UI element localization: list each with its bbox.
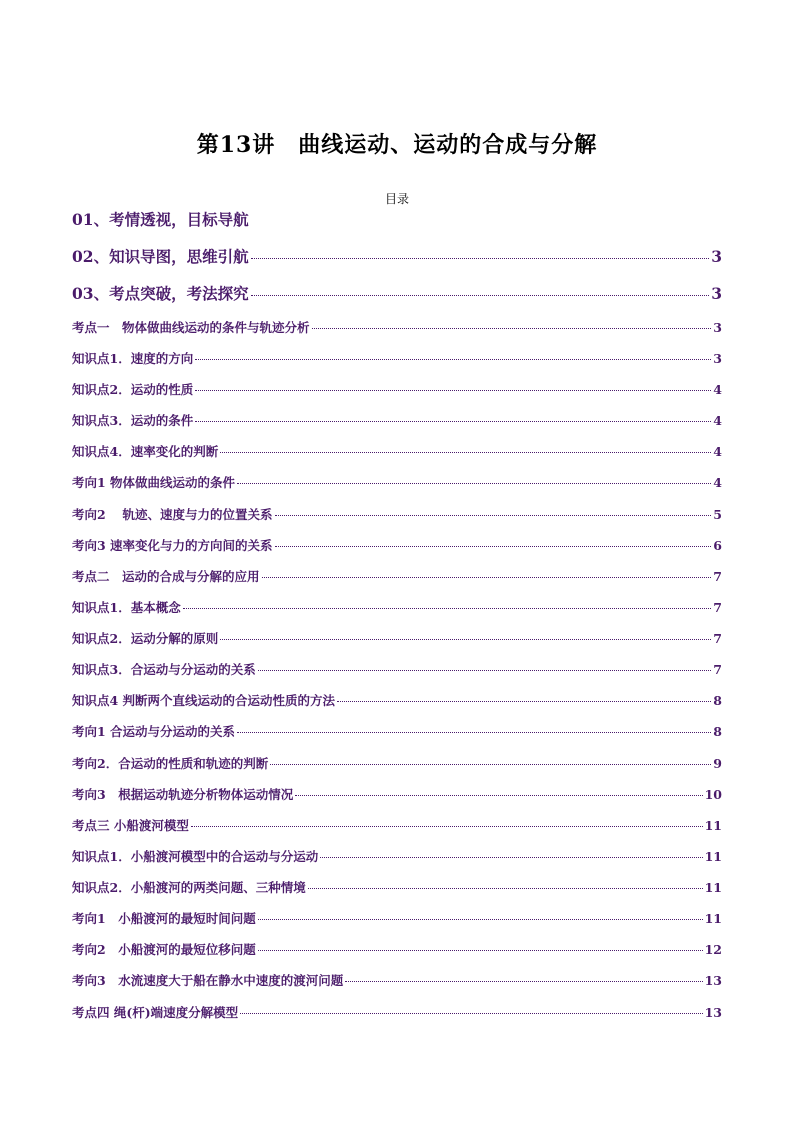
toc-dot-leader xyxy=(195,359,711,360)
toc-entry-page-number: 4 xyxy=(713,444,722,459)
toc-entry-label: 知识点2．小船渡河的两类问题、三种情境 xyxy=(72,880,306,895)
toc-entry[interactable] xyxy=(72,1003,722,1021)
toc-dot-leader xyxy=(195,421,711,422)
toc-dot-leader xyxy=(262,577,712,578)
toc-dot-leader xyxy=(220,452,711,453)
toc-entry-label: 知识点2．运动分解的原则 xyxy=(72,631,219,646)
toc-dot-leader xyxy=(345,981,702,982)
toc-entry[interactable] xyxy=(72,598,722,616)
toc-entry-label: 考向3 水流速度大于船在静水中速度的渡河问题 xyxy=(72,973,344,988)
toc-entry-page-number: 11 xyxy=(704,818,722,833)
toc-entry[interactable] xyxy=(72,282,722,304)
toc-entry-page-number: 8 xyxy=(713,724,722,739)
toc-entry-page-number: 3 xyxy=(713,320,722,335)
toc-entry-label: 考点四 绳(杆)端速度分解模型 xyxy=(72,1005,239,1020)
toc-entry-label: 知识点3．运动的条件 xyxy=(72,413,194,428)
toc-entry-page-number: 6 xyxy=(713,538,722,553)
toc-entry-label: 考点二 运动的合成与分解的应用 xyxy=(72,569,260,584)
toc-dot-leader xyxy=(308,888,703,889)
toc-dot-leader xyxy=(258,919,703,920)
toc-entry-label: 考向3 根据运动轨迹分析物体运动情况 xyxy=(72,787,294,802)
toc-entry-label: 02、知识导图，思维引航 xyxy=(72,247,249,266)
toc-entry-page-number: 11 xyxy=(704,849,722,864)
toc-entry[interactable] xyxy=(72,816,722,834)
toc-entry-page-number: 10 xyxy=(704,787,722,802)
toc-entry-page-number: 13 xyxy=(704,1005,722,1020)
toc-entry[interactable] xyxy=(72,536,722,554)
toc-entry-page-number: 4 xyxy=(713,382,722,397)
toc-entry-label: 考向1 合运动与分运动的关系 xyxy=(72,724,236,739)
toc-entry[interactable] xyxy=(72,940,722,958)
toc-entry-page-number: 7 xyxy=(713,569,722,584)
toc-entry-page-number: 4 xyxy=(713,413,722,428)
toc-entry[interactable] xyxy=(72,349,722,367)
toc-entry-page-number: 3 xyxy=(711,247,722,266)
toc-heading: 目录 xyxy=(384,192,409,206)
toc-entry-page-number: 3 xyxy=(713,351,722,366)
toc-entry-page-number: 12 xyxy=(704,942,722,957)
toc-entry-label: 考点一 物体做曲线运动的条件与轨迹分析 xyxy=(72,320,310,335)
toc-entry[interactable] xyxy=(72,567,722,585)
toc-entry[interactable] xyxy=(72,411,722,429)
toc-dot-leader xyxy=(195,390,711,391)
toc-entry-label: 03、考点突破，考法探究 xyxy=(72,284,249,303)
toc-dot-leader xyxy=(312,328,712,329)
toc-entry[interactable] xyxy=(72,691,722,709)
toc-dot-leader xyxy=(220,639,711,640)
toc-dot-leader xyxy=(275,515,712,516)
toc-dot-leader xyxy=(275,546,712,547)
toc-entry-page-number: 11 xyxy=(704,911,722,926)
toc-entry[interactable] xyxy=(72,442,722,460)
toc-dot-leader xyxy=(320,857,702,858)
toc-entry-page-number: 5 xyxy=(713,507,722,522)
toc-entry-page-number: 13 xyxy=(704,973,722,988)
toc-entry[interactable] xyxy=(72,847,722,865)
toc-entry[interactable] xyxy=(72,629,722,647)
toc-dot-leader xyxy=(237,483,711,484)
toc-entry-label: 知识点2．运动的性质 xyxy=(72,382,194,397)
toc-entry-label: 知识点1．基本概念 xyxy=(72,600,181,615)
toc-entry-label: 知识点3．合运动与分运动的关系 xyxy=(72,662,256,677)
toc-dot-leader xyxy=(251,258,710,259)
toc-entry[interactable] xyxy=(72,878,722,896)
toc-dot-leader xyxy=(258,670,712,671)
toc-entry-page-number: 8 xyxy=(713,693,722,708)
toc-entry-label: 考向2．合运动的性质和轨迹的判断 xyxy=(72,756,269,771)
toc-dot-leader xyxy=(237,732,711,733)
toc-entry-label: 知识点1．小船渡河模型中的合运动与分运动 xyxy=(72,849,319,864)
toc-dot-leader xyxy=(183,608,712,609)
toc-dot-leader xyxy=(258,950,703,951)
toc-entry[interactable] xyxy=(72,473,722,491)
toc-entry[interactable] xyxy=(72,754,722,772)
toc-entry[interactable] xyxy=(72,971,722,989)
toc-entry-page-number: 7 xyxy=(713,631,722,646)
toc-entry[interactable] xyxy=(72,505,722,523)
toc-entry[interactable] xyxy=(72,722,722,740)
toc-entry-label: 考向1 物体做曲线运动的条件 xyxy=(72,475,236,490)
toc-entry-label: 考向1 小船渡河的最短时间问题 xyxy=(72,911,256,926)
toc-entry-label: 考向2 轨迹、速度与力的位置关系 xyxy=(72,507,273,522)
toc-entry[interactable] xyxy=(72,660,722,678)
toc-entry[interactable] xyxy=(72,785,722,803)
toc-entry-page-number: 4 xyxy=(713,475,722,490)
toc-entry-label: 知识点4．速率变化的判断 xyxy=(72,444,219,459)
toc-entry[interactable] xyxy=(72,318,722,336)
toc-dot-leader xyxy=(337,701,711,702)
toc-entry-label: 知识点4 判断两个直线运动的合运动性质的方法 xyxy=(72,693,336,708)
toc-dot-leader xyxy=(240,1013,702,1014)
toc-entry-label: 考向3 速率变化与力的方向间的关系 xyxy=(72,538,273,553)
toc-entry[interactable] xyxy=(72,208,722,230)
toc-entry-label: 考点三 小船渡河模型 xyxy=(72,818,189,833)
toc-entry[interactable] xyxy=(72,909,722,927)
toc-entry-page-number: 3 xyxy=(711,284,722,303)
toc-entry-label: 知识点1．速度的方向 xyxy=(72,351,194,366)
toc-entry-page-number: 9 xyxy=(713,756,722,771)
toc-dot-leader xyxy=(270,764,711,765)
toc-entry-page-number: 7 xyxy=(713,662,722,677)
toc-dot-leader xyxy=(251,295,710,296)
toc-dot-leader xyxy=(191,826,703,827)
toc-entry[interactable] xyxy=(72,245,722,267)
toc-dot-leader xyxy=(295,795,702,796)
toc-entry-label: 01、考情透视，目标导航 xyxy=(72,210,249,229)
toc-entry-label: 考向2 小船渡河的最短位移问题 xyxy=(72,942,256,957)
toc-entry[interactable] xyxy=(72,380,722,398)
toc-entry-page-number: 11 xyxy=(704,880,722,895)
toc-entry-page-number: 7 xyxy=(713,600,722,615)
page-title: 第13讲 曲线运动、运动的合成与分解 xyxy=(196,132,598,158)
